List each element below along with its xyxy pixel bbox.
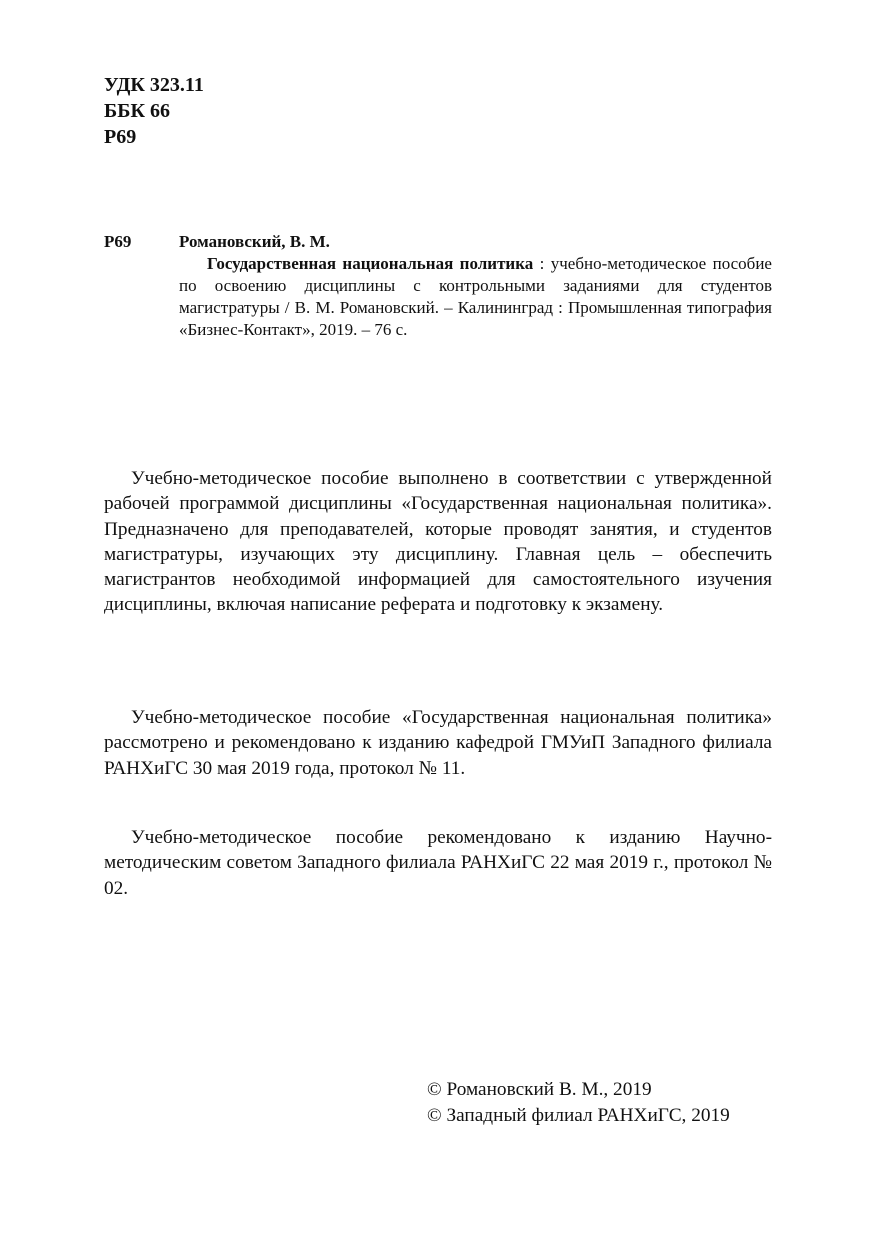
classification-codes <box>104 72 204 150</box>
udk-code: УДК 323.11 <box>104 74 204 96</box>
biblio-details: : учебно-методическое пособие по освоению дисциплины с контрольными заданиями для студентов магистратуры / В. М. Романовский. – Калининград : Промышленная типография «Бизнес-Контакт», 2019. – 76 с. <box>179 254 772 339</box>
biblio-code: Р69 <box>104 232 132 251</box>
biblio-author: Романовский, В. М. <box>179 232 330 251</box>
copyright-block <box>427 1077 730 1129</box>
bbk-code: ББК 66 <box>104 100 170 122</box>
biblio-title: Государственная национальная политика <box>207 254 534 273</box>
copyright-publisher: © Западный филиал РАНХиГС, 2019 <box>427 1105 730 1126</box>
biblio-description <box>179 253 772 341</box>
biblio-body <box>179 231 772 341</box>
annotation-paragraph: Учебно-методическое пособие выполнено в соответствии с утвержденной рабочей программой дисциплины «Государственная национальная политика». Предназначено для преподавателей, которые проводят занятия, и студентов магистратуры, изучающих эту дисциплину. Главная цель – обеспечить магистрантов необходимой информацией для самостоятельного изучения дисциплины, включая написание реферата и подготовку к экзамену. <box>104 468 772 616</box>
council-approval-paragraph: Учебно-методическое пособие рекомендовано к изданию Научно-методическим советом Западного филиала РАНХиГС 22 мая 2019 г., протокол № 02. <box>104 827 772 899</box>
department-approval-paragraph: Учебно-методическое пособие «Государственная национальная политика» рассмотрено и рекомендовано к изданию кафедрой ГМУиП Западного филиала РАНХиГС 30 мая 2019 года, протокол № 11. <box>104 707 772 779</box>
copyright-author: © Романовский В. М., 2019 <box>427 1079 652 1100</box>
author-mark: Р69 <box>104 126 137 148</box>
